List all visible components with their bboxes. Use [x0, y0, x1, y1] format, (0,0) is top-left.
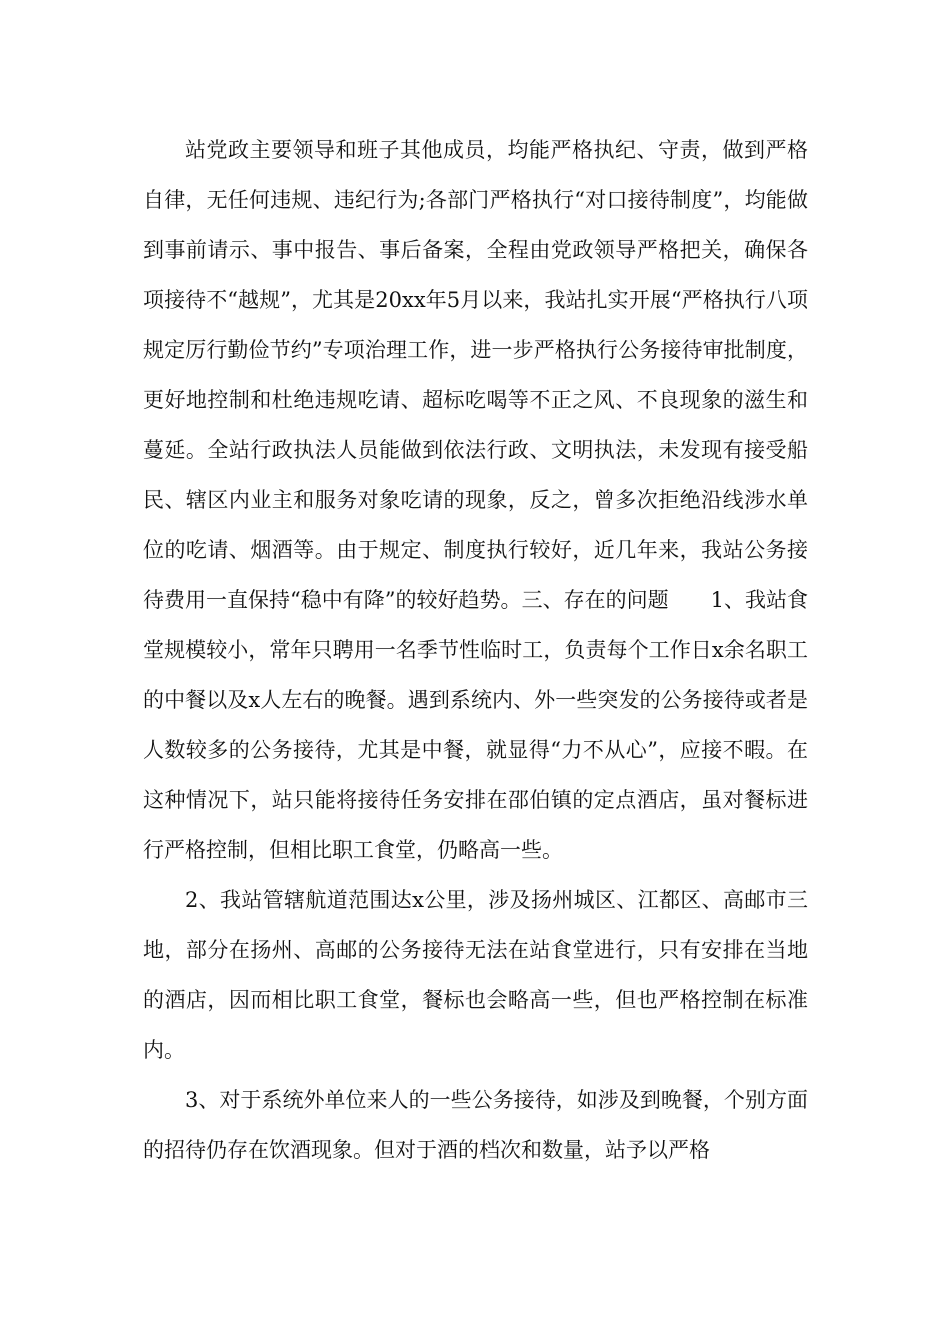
- paragraph-1: 站党政主要领导和班子其他成员，均能严格执纪、守责，做到严格自律，无任何违规、违纪行为;各部门严格执行“对口接待制度”，均能做到事前请示、事中报告、事后备案，全程由党政领导严格把关，确保各项接待不“越规”，尤其是20xx年5月以来，我站扎实开展“严格执行八项规定厉行勤俭节约”专项治理工作，进一步严格执行公务接待审批制度，更好地控制和杜绝违规吃请、超标吃喝等不正之风、不良现象的滋生和蔓延。全站行政执法人员能做到依法行政、文明执法，未发现有接受船民、辖区内业主和服务对象吃请的现象，反之，曾多次拒绝沿线涉水单位的吃请、烟酒等。由于规定、制度执行较好，近几年来，我站公务接待费用一直保持“稳中有降”的较好趋势。三、存在的问题 1、我站食堂规模较小，常年只聘用一名季节性临时工，负责每个工作日x余名职工的中餐以及x人左右的晚餐。遇到系统内、外一些突发的公务接待或者是人数较多的公务接待，尤其是中餐，就显得“力不从心”，应接不暇。在这种情况下，站只能将接待任务安排在邵伯镇的定点酒店，虽对餐标进行严格控制，但相比职工食堂，仍略高一些。: [143, 138, 808, 862]
- paragraph-2: 2、我站管辖航道范围达x公里，涉及扬州城区、江都区、高邮市三地，部分在扬州、高邮的公务接待无法在站食堂进行，只有安排在当地的酒店，因而相比职工食堂，餐标也会略高一些，但也严格控制在标准内。: [143, 888, 808, 1062]
- document-page: [143, 125, 808, 1175]
- paragraph-3: 3、对于系统外单位来人的一些公务接待，如涉及到晚餐，个别方面的招待仍存在饮酒现象。但对于酒的档次和数量，站予以严格: [143, 1088, 808, 1162]
